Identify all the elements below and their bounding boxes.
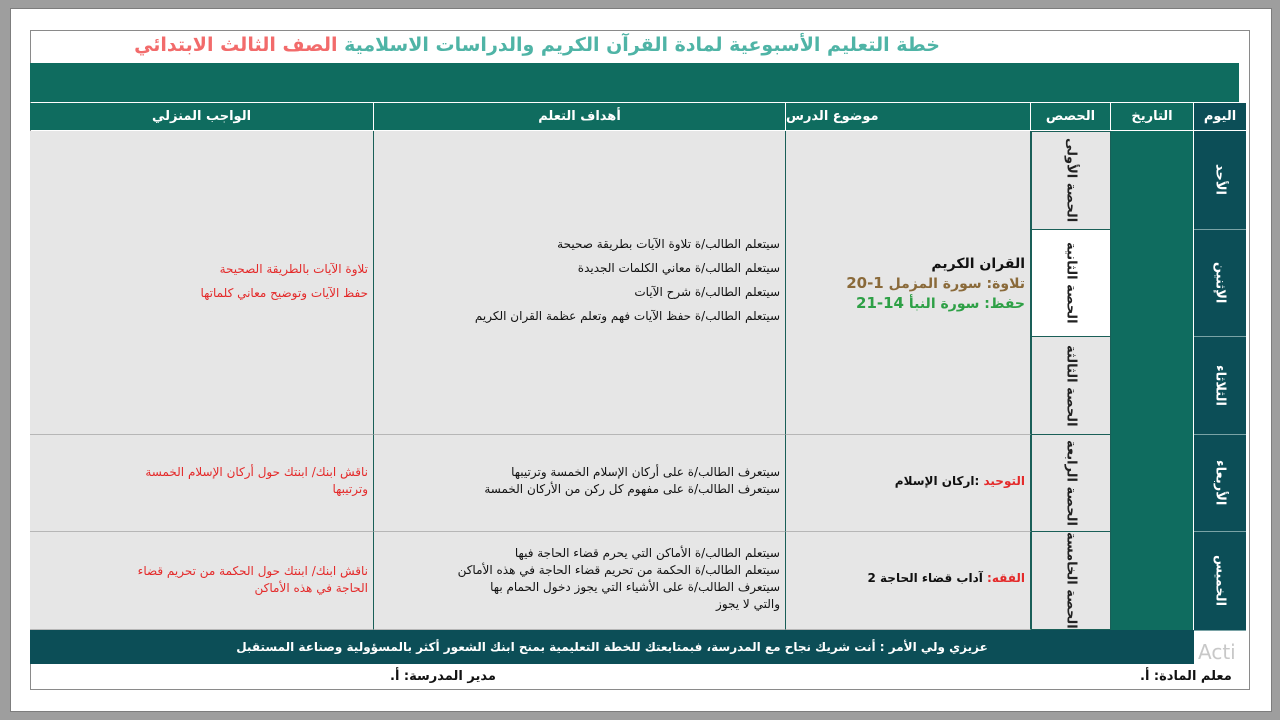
- day-label: الأحد: [1212, 164, 1228, 196]
- recitation-range: 1-20: [846, 274, 884, 292]
- day-label: الإثنين: [1212, 262, 1228, 304]
- homework-item: حفظ الآيات وتوضيح معاني كلماتها: [200, 286, 368, 300]
- period-cell: [1031, 229, 1111, 337]
- header-homework: الواجب المنزلي: [30, 103, 373, 130]
- period-cell: [1031, 336, 1111, 435]
- homework-item: وترتيبها: [332, 482, 368, 496]
- title-main: خطة التعليم الأسبوعية لمادة القرآن الكريم والدراسات الاسلامية: [344, 34, 940, 56]
- objective-item: سيتعرف الطالب/ة على أركان الإسلام الخمسة وترتيبها: [511, 465, 780, 479]
- parent-note-text: عزيزي ولي الأمر : أنت شريك نجاح مع المدرسة، فبمتابعتك للخطة التعليمية بمنح ابنك الشعور أكثر بالمسؤولية وصناعة المستقبل: [236, 640, 988, 654]
- homework-item: تلاوة الآيات بالطريقة الصحيحة: [219, 262, 368, 276]
- memorization-line: [800, 294, 1025, 314]
- header-date: التاريخ: [1111, 103, 1193, 130]
- objective-item: سيتعرف الطالب/ة على الأشياء التي يجوز دخول الحمام بها: [490, 580, 780, 594]
- objective-item: سيتعلم الطالب/ة الأماكن التي يحرم قضاء الحاجة فيها: [514, 546, 780, 560]
- day-thursday: [1194, 532, 1246, 631]
- header-topic: موضوع الدرس: [786, 103, 1030, 130]
- header-band: [30, 63, 1239, 102]
- objective-item: سيتعلم الطالب/ة شرح الآيات: [634, 285, 780, 299]
- topic-text: :اركان الإسلام: [894, 474, 980, 488]
- objective-item: سيتعلم الطالب/ة الحكمة من تحريم قضاء الحاجة في هذه الأماكن: [457, 563, 780, 577]
- period-label: الحصة الأولى: [1063, 138, 1079, 223]
- day-label: الخميس: [1212, 555, 1228, 607]
- principal-signature: مدير المدرسة: أ.: [390, 669, 496, 684]
- objective-item: والتي لا يجوز: [716, 597, 780, 611]
- recitation-line: [800, 274, 1025, 294]
- day-sunday: [1194, 131, 1246, 230]
- memorization-label: حفظ: سورة النبأ: [908, 296, 1025, 312]
- homework-quran: [40, 257, 368, 305]
- day-monday: [1194, 230, 1246, 337]
- topic-text: آداب قضاء الحاجة 2: [867, 571, 983, 585]
- topic-fiqh: [800, 571, 1025, 585]
- objective-item: سيتعلم الطالب/ة معاني الكلمات الجديدة: [577, 261, 780, 275]
- topic-title: القران الكريم: [931, 256, 1025, 272]
- objectives-quran: [392, 232, 780, 328]
- objective-item: سيتعرف الطالب/ة على مفهوم كل ركن من الأركان الخمسة: [484, 482, 780, 496]
- day-label: الثلاثاء: [1212, 365, 1228, 406]
- header-periods: الحصص: [1031, 103, 1110, 130]
- period-cell: [1031, 531, 1111, 630]
- teacher-signature: معلم المادة: أ.: [1140, 669, 1232, 684]
- watermark: Acti: [1198, 640, 1236, 664]
- title-grade: الصف الثالث الابتدائي: [134, 34, 338, 56]
- topic-quran: [800, 255, 1025, 314]
- homework-fiqh: [36, 563, 368, 597]
- period-label: الحصة الثالثة: [1063, 344, 1079, 427]
- period-cell: [1031, 434, 1111, 532]
- topic-tawheed: [800, 474, 1025, 488]
- homework-item: الحاجة في هذه الأماكن: [254, 581, 368, 595]
- homework-item: ناقش ابنك/ ابنتك حول الحكمة من تحريم قضاء: [137, 564, 368, 578]
- header-day: اليوم: [1194, 103, 1246, 130]
- topic-label: الفقه:: [987, 571, 1025, 585]
- homework-tawheed: [36, 464, 368, 498]
- topic-label: التوحيد: [983, 474, 1025, 488]
- header-objectives: أهداف التعلم: [374, 103, 785, 130]
- recitation-label: تلاوة: سورة المزمل: [888, 276, 1025, 292]
- period-label: الحصة الثانية: [1063, 242, 1079, 324]
- period-label: الحصة الخامسة: [1063, 532, 1079, 629]
- homework-item: ناقش ابنك/ ابنتك حول أركان الإسلام الخمسة: [145, 465, 368, 479]
- memorization-range: 14-21: [856, 294, 904, 312]
- period-cell: [1031, 131, 1111, 230]
- objective-item: سيتعلم الطالب/ة حفظ الآيات فهم وتعلم عظمة القران الكريم: [474, 309, 780, 323]
- objectives-tawheed: [392, 464, 780, 498]
- parent-note: [30, 630, 1194, 664]
- date-column: [1111, 131, 1193, 630]
- page-title: [31, 34, 1043, 56]
- objective-item: سيتعلم الطالب/ة تلاوة الآيات بطريقة صحيحة: [557, 237, 780, 251]
- day-wednesday: [1194, 435, 1246, 532]
- objectives-fiqh: [392, 545, 780, 613]
- day-tuesday: [1194, 337, 1246, 435]
- period-label: الحصة الرابعة: [1063, 440, 1079, 526]
- day-label: الأربعاء: [1212, 460, 1228, 506]
